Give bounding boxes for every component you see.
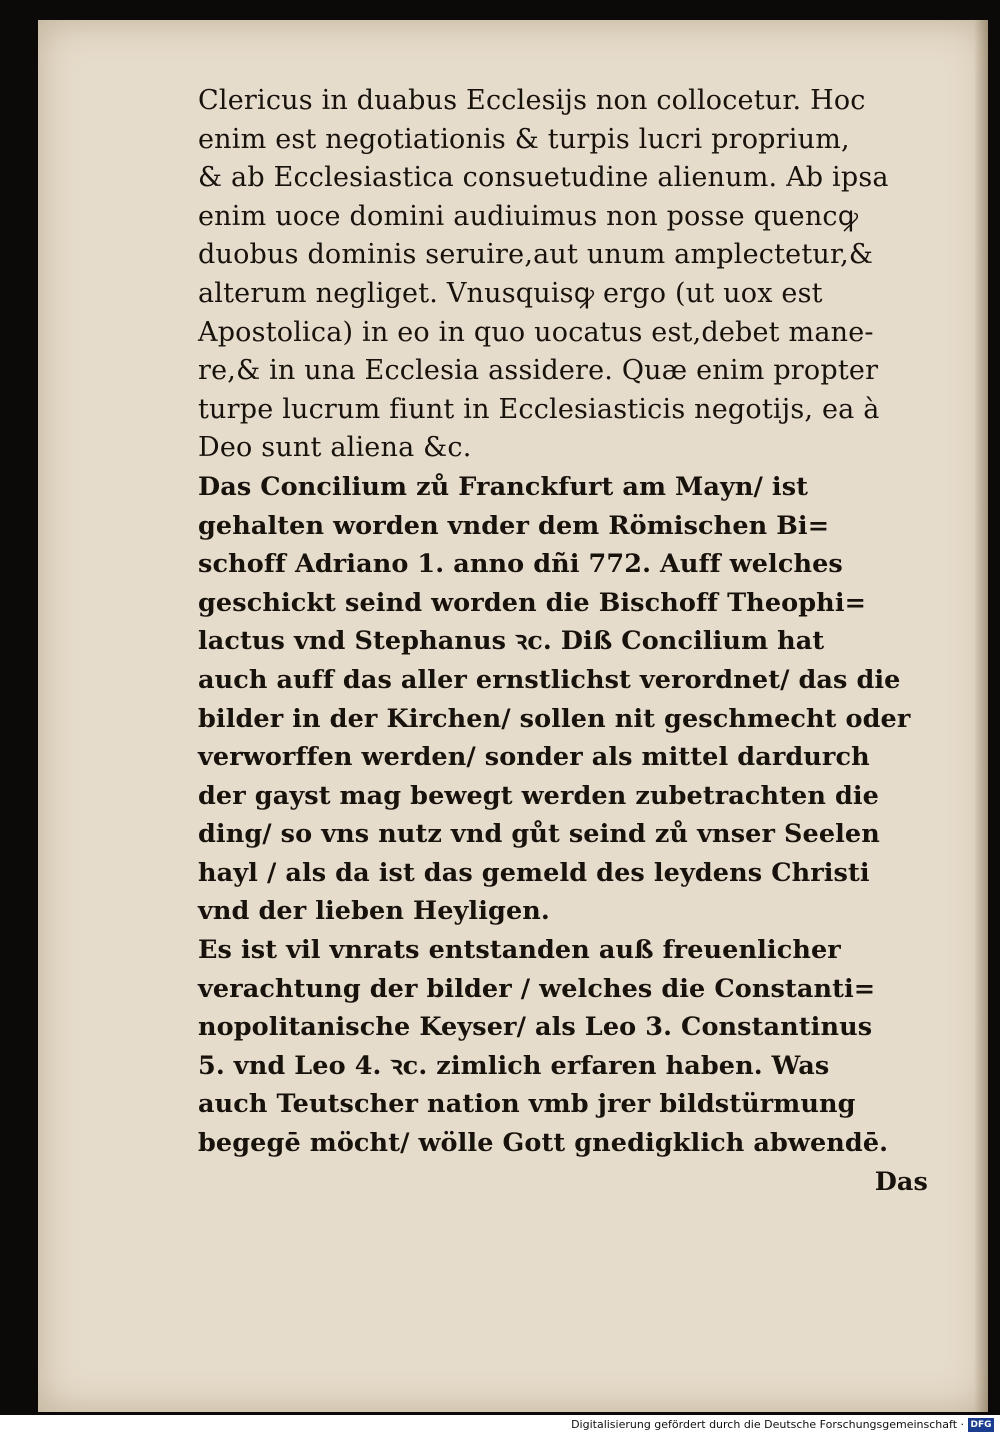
funding-credit: Digitalisierung gefördert durch die Deutsche Forschungsgemeinschaft · (571, 1418, 964, 1431)
german-line: gehalten worden vnder dem Römischen Bi= (198, 510, 830, 541)
german-line: 5. vnd Leo 4. ꝛc. zimlich erfaren haben. Was (198, 1050, 830, 1081)
catchword: Das (874, 1166, 928, 1197)
page-edge-shadow (974, 20, 988, 1412)
latin-line: enim uoce domini audiuimus non posse quencꝙ (198, 200, 859, 232)
german-paragraphs (198, 468, 932, 1201)
latin-line: duobus dominis seruire,aut unum amplectetur,& (198, 239, 874, 271)
german-line: verachtung der bilder / welches die Constanti= (198, 973, 876, 1004)
latin-line: & ab Ecclesiastica consuetudine alienum. Ab ipsa (198, 162, 889, 194)
german-line: lactus vnd Stephanus ꝛc. Diß Concilium hat (198, 626, 825, 657)
german-line: nopolitanische Keyser/ als Leo 3. Constantinus (198, 1012, 873, 1043)
latin-line: Clericus in duabus Ecclesijs non collocetur. Hoc (198, 85, 866, 116)
german-line: Es ist vil vnrats entstanden auß freuenlicher (198, 935, 841, 966)
latin-line: re,& in una Ecclesia assidere. Quæ enim propter (198, 355, 879, 387)
page-text-block (198, 82, 932, 1201)
latin-line: Apostolica) in eo in quo uocatus est,debet mane- (198, 316, 874, 348)
german-line: vnd der lieben Heyligen. (198, 896, 550, 927)
german-line: bilder in der Kirchen/ sollen nit geschmecht oder (198, 703, 911, 734)
german-line: Das Concilium zů Franckfurt am Mayn/ ist (198, 471, 809, 502)
latin-line: turpe lucrum fiunt in Ecclesiasticis negotijs, ea à (198, 393, 880, 425)
latin-line: Deo sunt aliena &c. (198, 432, 472, 464)
digitization-footer (0, 1415, 1000, 1436)
dfg-logo-icon: DFG (968, 1418, 994, 1432)
latin-line: enim est negotiationis & turpis lucri proprium, (198, 123, 850, 155)
german-line: der gayst mag bewegt werden zubetrachten die (198, 780, 879, 811)
latin-paragraph (198, 82, 932, 468)
german-line: schoff Adriano 1. anno dñi 772. Auff welches (198, 549, 843, 580)
german-line: geschickt seind worden die Bischoff Theophi= (198, 587, 867, 618)
german-line: auch Teutscher nation vmb jrer bildstürmung (198, 1089, 856, 1120)
german-line: ding/ so vns nutz vnd gůt seind zů vnser Seelen (198, 819, 880, 850)
german-line: verworffen werden/ sonder als mittel dardurch (198, 742, 870, 773)
german-line: begegē möcht/ wölle Gott gnedigklich abwendē. (198, 1128, 889, 1159)
latin-line: alterum negliget. Vnusquisꝙ ergo (ut uox est (198, 277, 823, 309)
german-line: hayl / als da ist das gemeld des leydens Christi (198, 857, 870, 888)
german-line: auch auff das aller ernstlichst verordnet/ das die (198, 664, 901, 695)
